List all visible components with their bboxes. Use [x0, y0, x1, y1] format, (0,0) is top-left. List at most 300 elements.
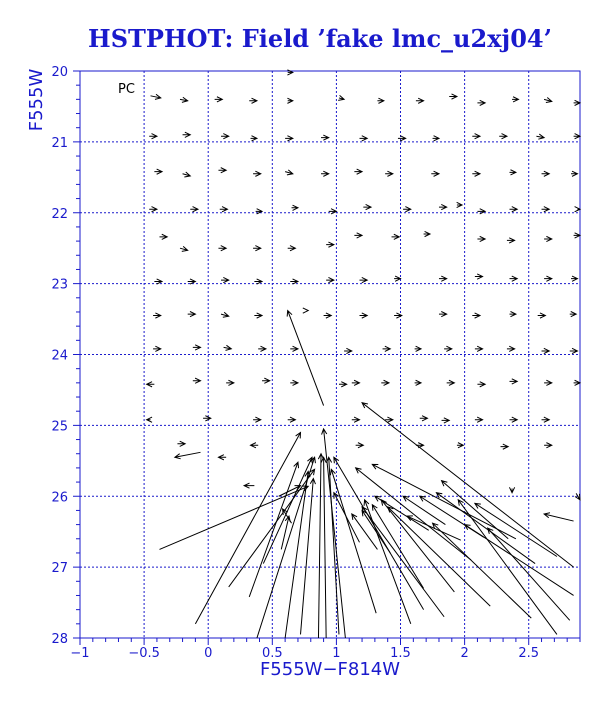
vector-arrow — [385, 171, 393, 176]
vector-path — [544, 98, 552, 103]
vector-arrow — [394, 313, 402, 318]
vector-path — [362, 507, 444, 617]
x-tick-label: 1.5 — [390, 646, 411, 661]
vector-path — [226, 380, 234, 385]
vector-arrow — [226, 380, 234, 385]
vector-path — [190, 207, 198, 212]
vector-path — [254, 313, 262, 318]
vector-arrow — [344, 348, 352, 353]
vector-path — [372, 464, 516, 538]
vector-path — [253, 171, 261, 176]
vector-path — [147, 417, 152, 422]
vector-arrow — [362, 510, 390, 553]
vector-arrow — [215, 97, 223, 102]
vector-path — [449, 94, 457, 99]
vector-arrow — [154, 169, 162, 174]
vector-path — [253, 417, 261, 422]
vector-path — [154, 169, 162, 174]
vector-arrow — [544, 236, 552, 241]
vector-path — [542, 417, 550, 422]
vector-path — [544, 276, 552, 281]
vector-arrow — [195, 432, 300, 623]
vector-path — [416, 98, 424, 103]
vector-path — [570, 348, 578, 353]
vector-path — [303, 308, 308, 313]
vector-arrow — [475, 417, 483, 422]
vector-path — [472, 171, 480, 176]
vector-path — [544, 513, 573, 521]
vector-path — [288, 246, 296, 251]
vector-path — [544, 236, 552, 241]
vector-arrow — [153, 346, 161, 351]
vector-arrow — [394, 276, 400, 281]
vector-path — [352, 380, 360, 385]
x-tick-label: 2.5 — [518, 646, 540, 661]
vector-arrow — [359, 313, 367, 318]
x-tick-label: −1 — [70, 646, 90, 661]
vector-arrow — [177, 441, 185, 446]
vector-arrow — [381, 380, 389, 385]
vector-arrow — [251, 136, 257, 141]
vector-arrow — [303, 308, 308, 313]
vector-path — [509, 379, 517, 384]
y-tick-label: 25 — [51, 419, 68, 435]
vector-arrow — [512, 97, 518, 102]
vector-arrow — [290, 346, 298, 351]
vector-path — [507, 346, 515, 351]
vector-arrow — [574, 233, 580, 238]
vector-path — [175, 452, 201, 458]
vector-arrow — [392, 234, 400, 239]
vector-arrow — [220, 207, 228, 212]
vector-path — [439, 276, 447, 281]
vector-arrow — [253, 246, 261, 251]
vector-path — [224, 345, 232, 350]
vector-arrow — [326, 457, 339, 634]
vector-arrow — [501, 444, 509, 449]
vector-arrow — [218, 455, 226, 460]
vector-arrow — [424, 231, 430, 236]
y-tick-label: 23 — [51, 277, 68, 293]
vector-arrow — [324, 313, 332, 318]
vector-path — [356, 468, 471, 560]
x-tick-label: 1 — [332, 646, 341, 661]
vector-arrow — [253, 171, 261, 176]
vector-path — [354, 233, 362, 238]
vector-arrow — [436, 493, 535, 564]
vector-arrow — [334, 493, 360, 543]
vector-path — [407, 516, 461, 540]
vector-arrow — [221, 277, 229, 282]
vector-arrow — [416, 98, 424, 103]
vector-path — [394, 313, 402, 318]
vector-arrow — [472, 134, 480, 139]
vector-arrow — [472, 171, 480, 176]
x-axis-label: F555W−F814W — [259, 659, 401, 680]
vector-arrow — [447, 380, 455, 385]
vector-path — [159, 234, 167, 239]
vector-path — [356, 443, 364, 448]
vector-arrow — [477, 236, 485, 241]
vector-arrow — [334, 457, 424, 609]
vector-path — [424, 231, 430, 236]
vector-arrow — [570, 348, 578, 353]
vector-arrow — [538, 313, 546, 318]
vector-path — [221, 277, 229, 282]
vector-path — [339, 382, 347, 387]
vector-arrow — [287, 98, 292, 103]
vector-arrow — [253, 417, 261, 422]
vector-path — [475, 346, 483, 351]
vector-arrow — [218, 246, 226, 251]
vector-path — [439, 311, 447, 316]
vector-arrow — [339, 382, 347, 387]
vector-arrow — [457, 443, 463, 448]
vector-path — [509, 311, 515, 316]
vector-path — [334, 457, 424, 609]
vector-path — [457, 443, 463, 448]
vector-arrow — [475, 346, 483, 351]
vector-path — [321, 171, 329, 176]
vector-arrow — [338, 95, 344, 100]
vector-path — [287, 311, 323, 406]
x-tick-label: 0.5 — [261, 646, 283, 661]
vector-path — [362, 403, 574, 567]
vector-arrow — [203, 416, 211, 421]
vector-arrow — [151, 94, 161, 99]
vector-arrow — [439, 204, 447, 209]
vector-path — [249, 98, 257, 103]
vector-path — [326, 242, 334, 247]
vector-path — [183, 132, 191, 137]
vector-arrow — [362, 507, 444, 617]
vector-arrow — [229, 469, 315, 587]
vector-arrow — [499, 134, 507, 139]
vector-arrow — [180, 97, 188, 102]
vector-path — [501, 444, 509, 449]
vector-path — [359, 136, 367, 141]
vector-arrow — [159, 234, 167, 239]
vector-arrow — [301, 479, 316, 635]
vector-path — [344, 348, 352, 353]
vector-arrow — [147, 382, 155, 387]
vector-path — [149, 134, 157, 139]
vector-path — [415, 346, 421, 351]
vector-arrow — [575, 207, 580, 212]
vector-path — [507, 238, 515, 243]
y-tick-label: 20 — [51, 65, 68, 80]
y-tick-label: 28 — [51, 632, 68, 647]
vector-path — [475, 503, 557, 556]
vector-arrow — [147, 417, 152, 422]
vector-path — [509, 487, 514, 492]
vector-path — [180, 97, 188, 102]
vector-path — [475, 417, 483, 422]
x-tick-label: −0.5 — [128, 646, 160, 661]
vector-arrow — [472, 313, 480, 318]
chart-title: HSTPHOT: Field ’fake lmc_u2xj04’ — [88, 24, 552, 53]
vector-path — [477, 236, 485, 241]
vector-arrow — [571, 276, 577, 281]
y-tick-label: 26 — [51, 490, 68, 506]
vector-path — [574, 100, 580, 105]
vector-path — [352, 417, 360, 422]
vector-path — [394, 276, 400, 281]
vector-path — [538, 313, 546, 318]
vector-path — [574, 134, 580, 139]
vector-arrow — [188, 311, 196, 316]
vector-path — [398, 136, 406, 141]
vector-arrow — [285, 170, 293, 175]
vector-path — [149, 207, 157, 212]
vector-path — [288, 417, 296, 422]
vector-path — [542, 207, 550, 212]
vector-field — [147, 70, 580, 638]
vector-arrow — [383, 346, 391, 351]
vector-arrow — [536, 134, 544, 139]
vector-arrow — [542, 171, 550, 176]
vector-arrow — [224, 345, 232, 350]
vector-arrow — [318, 454, 323, 638]
vector-path — [403, 207, 411, 212]
vector-arrow — [544, 443, 552, 448]
vector-arrow — [544, 98, 552, 103]
vector-arrow — [509, 170, 515, 175]
vector-path — [352, 514, 378, 549]
vector-path — [221, 134, 229, 139]
vector-path — [431, 171, 439, 176]
vector-arrow — [439, 276, 447, 281]
vector-arrow — [509, 379, 517, 384]
vector-path — [290, 346, 298, 351]
vector-path — [285, 170, 293, 175]
vector-path — [488, 528, 570, 620]
vector-arrow — [359, 277, 367, 282]
vector-path — [383, 346, 391, 351]
vector-arrow — [509, 207, 517, 212]
vector-path — [574, 380, 580, 385]
vector-path — [359, 313, 367, 318]
vector-arrow — [218, 168, 226, 173]
grid-lines — [80, 71, 580, 638]
vector-path — [253, 246, 261, 251]
vector-arrow — [190, 207, 198, 212]
y-tick-label: 27 — [51, 561, 68, 577]
vector-arrow — [571, 171, 577, 176]
vector-path — [509, 170, 515, 175]
y-tick-label: 22 — [51, 206, 68, 222]
vector-arrow — [321, 135, 329, 140]
vector-arrow — [439, 311, 447, 316]
vector-path — [420, 416, 428, 421]
vector-arrow — [449, 94, 457, 99]
vector-arrow — [509, 276, 517, 281]
vector-arrow — [574, 134, 580, 139]
vector-arrow — [258, 346, 266, 351]
vector-arrow — [544, 380, 552, 385]
axis-ticks — [51, 65, 580, 661]
vector-arrow — [574, 100, 580, 105]
vector-arrow — [542, 348, 550, 353]
vector-arrow — [509, 487, 514, 492]
vector-arrow — [542, 417, 550, 422]
vector-arrow — [321, 457, 326, 638]
vector-arrow — [153, 313, 161, 318]
vector-arrow — [244, 483, 254, 488]
vector-path — [215, 97, 223, 102]
vector-path — [324, 313, 332, 318]
vector-path — [153, 346, 161, 351]
vector-arrow — [442, 418, 450, 423]
vector-arrow — [415, 380, 421, 385]
pc-annotation: PC — [118, 82, 135, 97]
vector-path — [436, 493, 535, 564]
vector-path — [536, 134, 544, 139]
vector-path — [292, 205, 298, 210]
vector-arrow — [249, 98, 257, 103]
vector-path — [415, 380, 421, 385]
vector-path — [574, 233, 580, 238]
vector-arrow — [475, 274, 483, 279]
vector-path — [218, 168, 226, 173]
vector-path — [263, 457, 312, 563]
vector-path — [203, 416, 211, 421]
vector-path — [571, 171, 577, 176]
vector-arrow — [507, 238, 515, 243]
vector-arrow — [509, 311, 515, 316]
vector-arrow — [251, 443, 259, 448]
vector-path — [220, 207, 228, 212]
vector-arrow — [542, 207, 550, 212]
vector-path — [571, 276, 577, 281]
vector-path — [193, 345, 201, 350]
x-tick-label: 0 — [204, 646, 213, 661]
vector-path — [542, 171, 550, 176]
vector-path — [334, 493, 360, 543]
vector-path — [392, 234, 400, 239]
vector-path — [499, 134, 507, 139]
vector-arrow — [398, 136, 406, 141]
vector-arrow — [221, 312, 229, 317]
vector-arrow — [221, 134, 229, 139]
vector-path — [512, 97, 518, 102]
vector-path — [354, 169, 362, 174]
vector-path — [301, 479, 316, 635]
vector-path — [244, 483, 254, 488]
vector-path — [457, 202, 462, 207]
vector-path — [542, 348, 550, 353]
vector-path — [193, 378, 201, 383]
vector-path — [359, 277, 367, 282]
vector-arrow — [433, 523, 532, 618]
vector-path — [509, 417, 517, 422]
vector-path — [477, 100, 485, 105]
vector-path — [195, 432, 300, 623]
vector-arrow — [263, 457, 312, 563]
vector-arrow — [363, 204, 371, 209]
vector-path — [251, 443, 259, 448]
vector-path — [229, 469, 315, 587]
vector-path — [188, 311, 196, 316]
vector-path — [251, 136, 257, 141]
vector-path — [509, 207, 517, 212]
vector-arrow — [193, 378, 201, 383]
vector-path — [321, 457, 326, 638]
vector-arrow — [544, 276, 552, 281]
vector-path — [444, 346, 452, 351]
vector-arrow — [433, 136, 439, 141]
vector-path — [509, 276, 517, 281]
vector-path — [318, 454, 323, 638]
vector-arrow — [326, 242, 334, 247]
y-axis-label: F555W — [26, 68, 47, 132]
vector-path — [321, 135, 329, 140]
vector-path — [363, 204, 371, 209]
vector-arrow — [356, 468, 471, 560]
vector-arrow — [352, 417, 360, 422]
vector-arrow — [287, 311, 323, 406]
vector-arrow — [444, 346, 452, 351]
vector-arrow — [420, 416, 428, 421]
vector-path — [285, 136, 293, 141]
vector-path — [477, 209, 485, 214]
vector-path — [221, 312, 229, 317]
vector-path — [218, 246, 226, 251]
vector-path — [544, 380, 552, 385]
vector-arrow — [352, 380, 360, 385]
vector-arrow — [183, 132, 191, 137]
vector-arrow — [288, 246, 296, 251]
vector-arrow — [321, 171, 329, 176]
vector-arrow — [254, 313, 262, 318]
vector-arrow — [354, 169, 362, 174]
vector-arrow — [356, 443, 364, 448]
vector-path — [262, 378, 270, 383]
vector-path — [475, 274, 483, 279]
vector-arrow — [362, 403, 574, 567]
vector-arrow — [544, 513, 573, 521]
vector-arrow — [475, 503, 557, 556]
vector-arrow — [193, 345, 201, 350]
vector-path — [218, 455, 226, 460]
vector-path — [477, 382, 485, 387]
vector-path — [151, 94, 161, 99]
vector-arrow — [149, 134, 157, 139]
vector-arrow — [574, 380, 580, 385]
vector-arrow — [509, 417, 517, 422]
vector-path — [338, 95, 344, 100]
vector-arrow — [377, 98, 383, 103]
vector-path — [442, 418, 450, 423]
vector-path — [377, 98, 383, 103]
vector-path — [570, 311, 576, 316]
vector-path — [258, 346, 266, 351]
vector-path — [439, 204, 447, 209]
y-tick-label: 24 — [51, 348, 68, 364]
vector-arrow — [477, 382, 485, 387]
vector-path — [177, 441, 185, 446]
vector-arrow — [372, 464, 516, 538]
x-tick-label: 2 — [460, 646, 469, 661]
vector-arrow — [290, 380, 298, 385]
vector-path — [433, 136, 439, 141]
vector-path — [447, 380, 455, 385]
vector-arrow — [352, 514, 378, 549]
vector-arrow — [457, 202, 462, 207]
vector-arrow — [149, 207, 157, 212]
vector-path — [153, 313, 161, 318]
vector-path — [472, 134, 480, 139]
